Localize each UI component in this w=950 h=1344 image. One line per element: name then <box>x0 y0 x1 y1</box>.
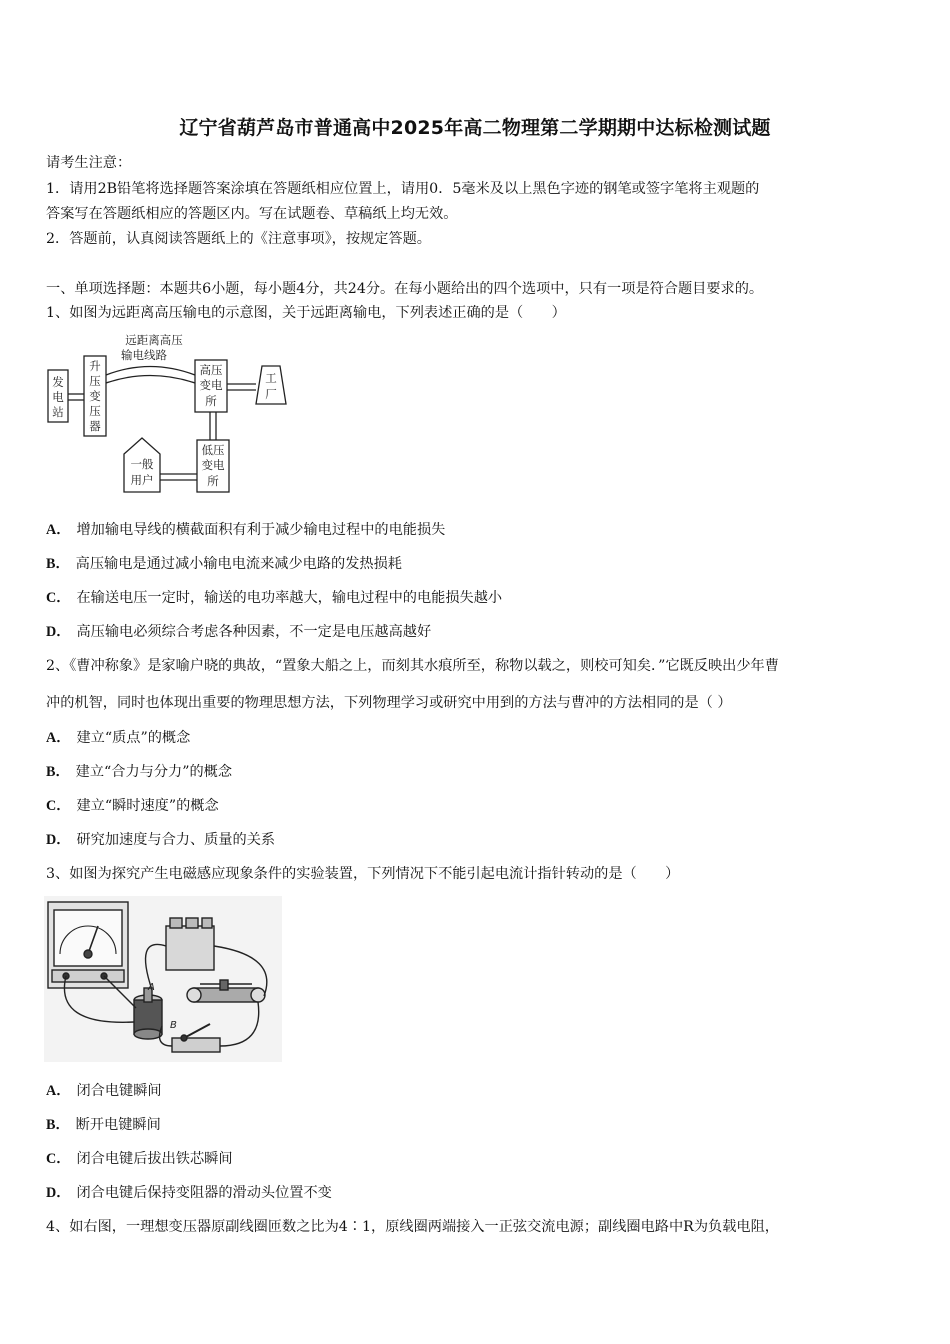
q3-option-a: A． 闭合电键瞬间 <box>46 1083 162 1099</box>
q3-option-d: D． 闭合电键后保持变阻器的滑动头位置不变 <box>46 1185 332 1201</box>
hv-sub-1: 高压 <box>199 363 223 377</box>
q2-option-d: D． 研究加速度与合力、质量的关系 <box>46 832 276 848</box>
line-label-2: 输电线路 <box>121 348 167 362</box>
q3-figure <box>44 896 282 1062</box>
stepup-char-3: 变 <box>89 389 101 403</box>
q2-stem-line-1: 2、《曹冲称象》是家喻户晓的典故，“置象大船之上，而刻其水痕所至，称物以载之，则校可知矣．”它既反映出少年曹 <box>46 658 779 674</box>
q3-option-c: C． 闭合电键后拔出铁芯瞬间 <box>46 1151 233 1167</box>
q3-stem: 3、如图为探究产生电磁感应现象条件的实验装置，下列情况下不能引起电流计指针转动的是（ ） <box>46 866 680 882</box>
q1-option-c: C． 在输送电压一定时，输送的电功率越大，输电过程中的电能损失越小 <box>46 590 503 606</box>
q4-stem: 4、如右图，一理想变压器原副线圈匝数之比为4∶1，原线圈两端接入一正弦交流电源；副线圈电路中R为负载电阻， <box>46 1219 779 1235</box>
stepup-char-5: 器 <box>89 419 101 433</box>
hv-sub-3: 所 <box>205 394 217 408</box>
user-2: 用户 <box>130 473 154 487</box>
stepup-char-1: 升 <box>89 359 101 373</box>
lv-sub-2: 变电 <box>201 458 225 472</box>
lv-sub-1: 低压 <box>201 443 225 457</box>
label-b: B <box>170 1020 177 1031</box>
station-char-2: 电 <box>52 390 64 404</box>
user-1: 一般 <box>130 457 154 471</box>
factory-char-1: 工 <box>265 371 277 385</box>
q1-option-b: B． 高压输电是通过减小输电电流来减少电路的发热损耗 <box>46 556 402 572</box>
line-label-1: 远距离高压 <box>125 333 183 347</box>
q2-option-c: C． 建立“瞬时速度”的概念 <box>46 798 219 814</box>
q2-option-a: A． 建立“质点”的概念 <box>46 730 191 746</box>
lv-sub-3: 所 <box>207 474 219 488</box>
q1-figure <box>44 328 294 496</box>
q2-stem-line-2: 冲的机智，同时也体现出重要的物理思想方法，下列物理学习或研究中用到的方法与曹冲的方法相同的是（ ） <box>46 695 732 711</box>
q2-option-b: B． 建立“合力与分力”的概念 <box>46 764 233 780</box>
stepup-char-2: 压 <box>89 374 101 388</box>
station-char-3: 站 <box>52 405 64 419</box>
notice-item-1-line-2: 答案写在答题纸相应的答题区内。写在试题卷、草稿纸上均无效。 <box>46 206 458 222</box>
notice-heading: 请考生注意： <box>46 155 132 171</box>
station-char-1: 发 <box>52 375 64 389</box>
notice-item-1-line-1: 1．请用2B铅笔将选择题答案涂填在答题纸相应位置上，请用0．5毫米及以上黑色字迹的钢笔或签字笔将主观题的 <box>46 181 760 197</box>
q1-option-d: D． 高压输电必须综合考虑各种因素，不一定是电压越高越好 <box>46 624 432 640</box>
q3-option-b: B． 断开电键瞬间 <box>46 1117 161 1133</box>
hv-sub-2: 变电 <box>199 378 223 392</box>
notice-item-2: 2．答题前，认真阅读答题纸上的《注意事项》，按规定答题。 <box>46 231 431 247</box>
label-a: A <box>148 982 155 993</box>
factory-char-2: 厂 <box>265 387 277 401</box>
page-title: 辽宁省葫芦岛市普通高中2025年高二物理第二学期期中达标检测试题 <box>179 117 771 139</box>
stepup-char-4: 压 <box>89 404 101 418</box>
section-heading: 一、单项选择题：本题共6小题，每小题4分，共24分。在每小题给出的四个选项中，只有一项是符合题目要求的。 <box>46 281 764 297</box>
q1-option-a: A． 增加输电导线的横截面积有利于减少输电过程中的电能损失 <box>46 522 446 538</box>
q1-stem: 1、如图为远距离高压输电的示意图，关于远距离输电，下列表述正确的是（ ） <box>46 305 566 321</box>
